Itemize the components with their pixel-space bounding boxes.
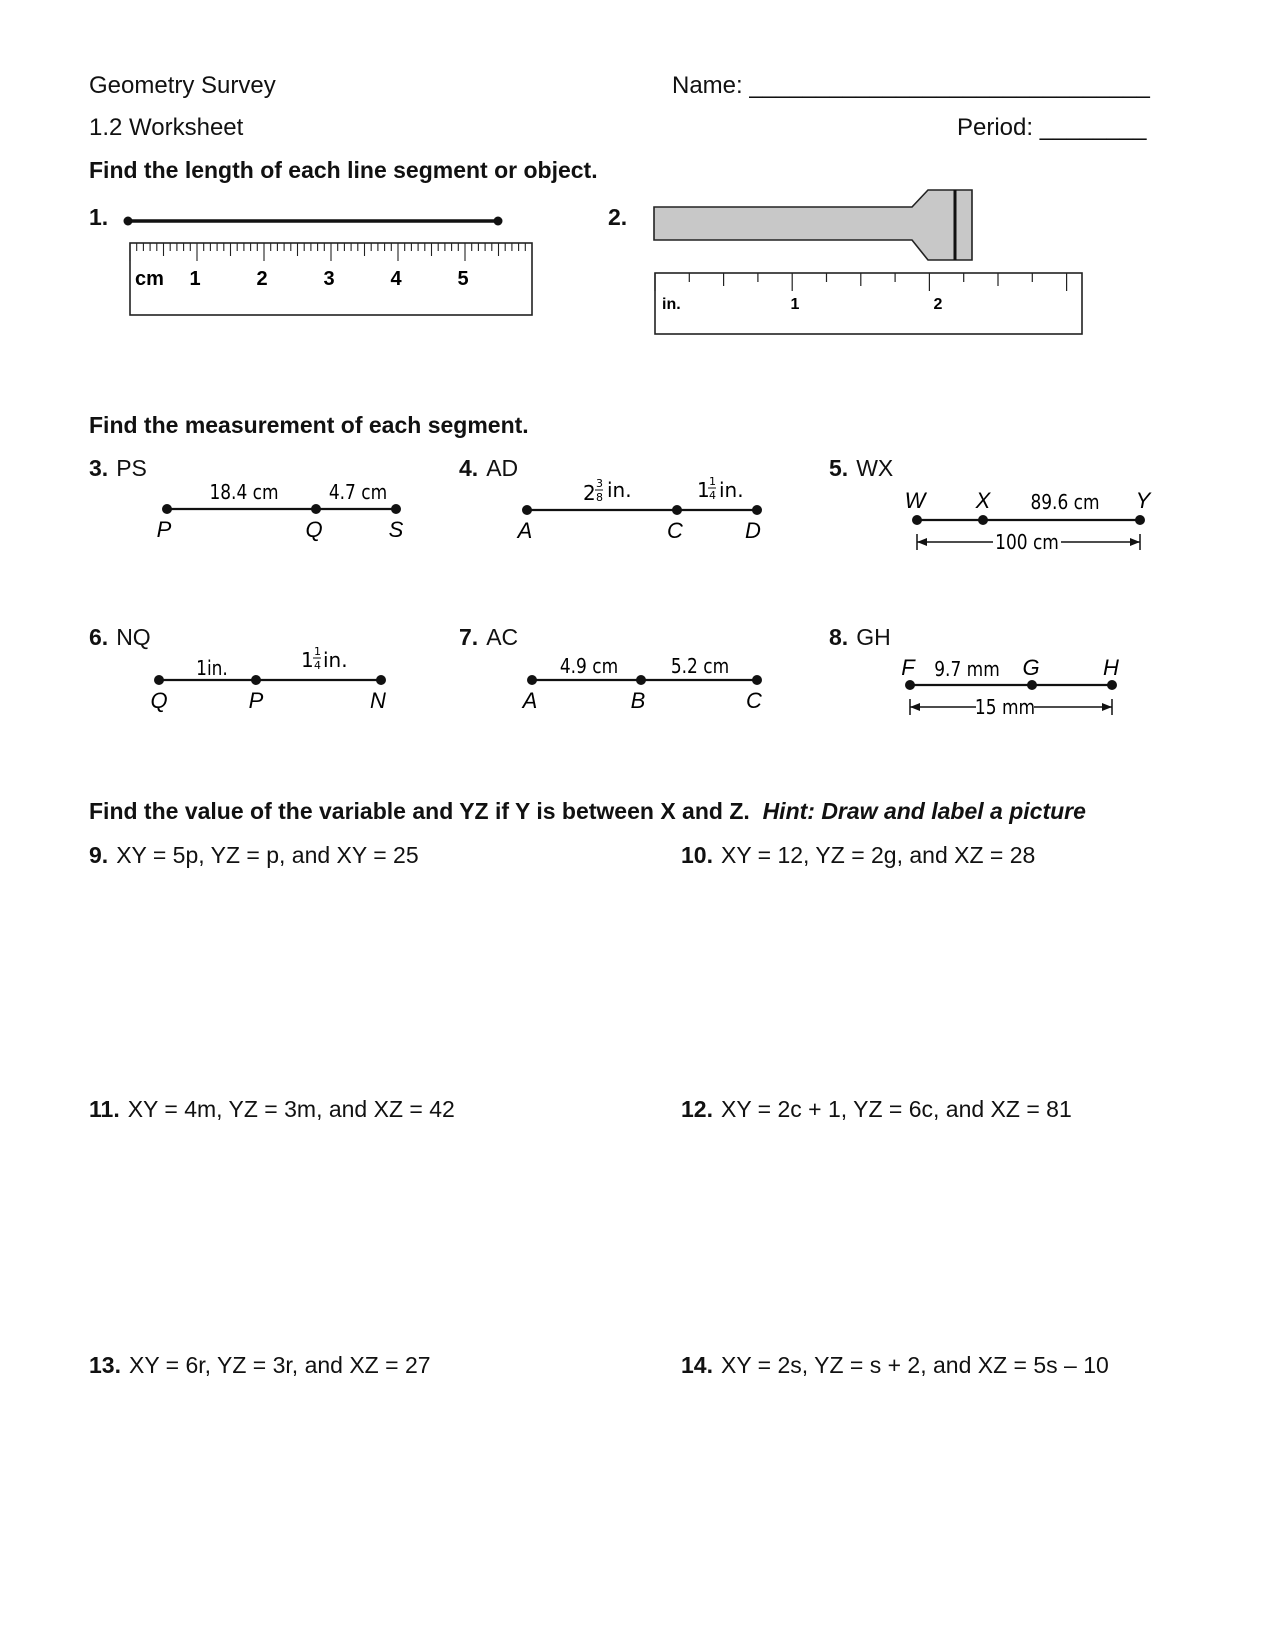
cm-tick-label: 2 [256,268,268,290]
point-label: X [975,488,991,513]
point-label: Q [305,517,323,542]
inch-ruler-body [655,273,1082,334]
mixed-number-whole: 1 [301,648,314,672]
section3-title [89,798,1086,825]
dimension-arrow [1102,703,1112,711]
segment-point [978,515,988,525]
dimension-arrow [1130,538,1140,546]
segment-point [251,675,261,685]
segment-measure-label: 1in. [196,657,228,681]
segment-point [1027,680,1037,690]
cm-unit-label: cm [135,268,164,290]
worksheet-title: 1.2 Worksheet [89,114,244,141]
segment-measure-label: 5.2 cm [670,655,730,679]
point-label: C [746,688,762,713]
problem-text: XY = 2c + 1, YZ = 6c, and XZ = 81 [720,1096,1072,1122]
problem-number: 8. [829,624,849,650]
fraction-denominator: 4 [314,659,321,672]
problem-3-figure [140,475,420,545]
point-label: B [630,688,646,713]
problem-10 [681,842,1035,869]
segment-point [752,505,762,515]
point-label: H [1103,655,1119,680]
inch-tick-label: 2 [933,296,943,313]
problem-number: 9. [89,842,109,868]
segment-point [912,515,922,525]
segment-point [752,675,762,685]
period-field[interactable]: Period: ________ [957,114,1147,141]
segment-measure-label: 4.9 cm [559,655,619,679]
problem-target: GH [856,624,891,650]
inch-unit-label: in. [662,296,681,313]
point-label: A [522,688,538,713]
course-title: Geometry Survey [89,72,276,99]
point-label: W [904,488,926,513]
fraction-numerator: 3 [596,477,603,490]
flashlight-body [654,190,972,260]
segment-endpoint [494,217,503,226]
problem-target: WX [856,455,894,481]
problem-number: 3. [89,455,109,481]
problem-number: 11. [89,1096,120,1122]
name-field[interactable]: Name: ______________________________ [672,72,1150,99]
unit-label: in. [719,478,744,502]
fraction-numerator: 1 [709,475,716,488]
segment-point [1107,680,1117,690]
problem-number: 14. [681,1352,713,1378]
problem-text: XY = 4m, YZ = 3m, and XZ = 42 [127,1096,455,1122]
problem-1-figure [120,205,540,325]
problem-8 [829,624,891,651]
segment-point [905,680,915,690]
fraction-numerator: 1 [314,645,321,658]
cm-tick-label: 4 [390,268,402,290]
unit-label: in. [607,478,632,502]
cm-tick-label: 5 [457,268,469,290]
problem-number: 5. [829,455,849,481]
cm-tick-label: 1 [189,268,201,290]
segment-point [311,504,321,514]
mixed-number-whole: 1 [697,478,710,502]
problem-number: 10. [681,842,713,868]
problem-6-figure [140,640,400,715]
section1-title: Find the length of each line segment or object. [89,157,598,183]
segment-point [154,675,164,685]
segment-measure-label: 18.4 cm [209,481,279,505]
problem-5 [829,455,893,482]
segment-point [672,505,682,515]
segment-point [376,675,386,685]
segment-measure-label: 9.7 mm [934,658,1000,682]
problem-2-figure [650,185,1090,340]
problem-target: AC [486,624,519,650]
problem-text: XY = 6r, YZ = 3r, and XZ = 27 [128,1352,431,1378]
dimension-arrow [917,538,927,546]
segment-measure-label: 4.7 cm [328,481,388,505]
inch-tick-label: 1 [790,296,800,313]
dimension-arrow [910,703,920,711]
problem-3 [89,455,147,482]
fraction-denominator: 8 [596,491,603,504]
problem-number: 7. [459,624,479,650]
problem-2-number: 2. [608,204,628,230]
problem-text: XY = 5p, YZ = p, and XY = 25 [116,842,419,868]
point-label: F [901,655,915,680]
point-label: Q [150,688,168,713]
unit-label: in. [323,648,348,672]
problem-target: NQ [116,624,151,650]
problem-1-number: 1. [89,204,109,230]
problem-number: 4. [459,455,479,481]
cm-tick-label: 3 [323,268,335,290]
problem-9 [89,842,419,869]
segment-point [636,675,646,685]
problem-text: XY = 12, YZ = 2g, and XZ = 28 [720,842,1036,868]
point-label: D [745,518,761,543]
mixed-number-whole: 2 [583,481,596,505]
point-label: A [517,518,533,543]
point-label: N [370,688,386,713]
problem-target: PS [116,455,147,481]
problem-number: 6. [89,624,109,650]
segment-point [522,505,532,515]
point-label: P [248,688,264,713]
problem-number: 12. [681,1096,713,1122]
fraction-denominator: 4 [709,489,716,502]
segment-point [391,504,401,514]
segment-point [162,504,172,514]
section2-title: Find the measurement of each segment. [89,412,529,438]
segment-endpoint [124,217,133,226]
problem-12 [681,1096,1072,1123]
problem-11 [89,1096,455,1123]
segment-point [527,675,537,685]
dimension-label: 15 mm [974,696,1036,720]
point-label: G [1022,655,1040,680]
problem-13 [89,1352,431,1379]
problem-number: 13. [89,1352,121,1378]
dimension-label: 100 cm [995,531,1059,555]
segment-point [1135,515,1145,525]
segment-measure-label: 89.6 cm [1030,491,1100,515]
problem-5-figure [895,488,1155,558]
section3-instruction: Find the value of the variable and YZ if Y is between X and Z. [89,798,750,824]
problem-8-figure [890,655,1140,725]
point-label: Y [1135,488,1151,513]
point-label: P [156,517,172,542]
point-label: S [388,517,404,542]
point-label: C [667,518,683,543]
section3-hint: Hint: Draw and label a picture [762,798,1086,824]
problem-target: AD [486,455,519,481]
problem-4-figure [510,470,790,545]
problem-14 [681,1352,1109,1379]
problem-text: XY = 2s, YZ = s + 2, and XZ = 5s – 10 [720,1352,1109,1378]
problem-7-figure [510,640,780,715]
